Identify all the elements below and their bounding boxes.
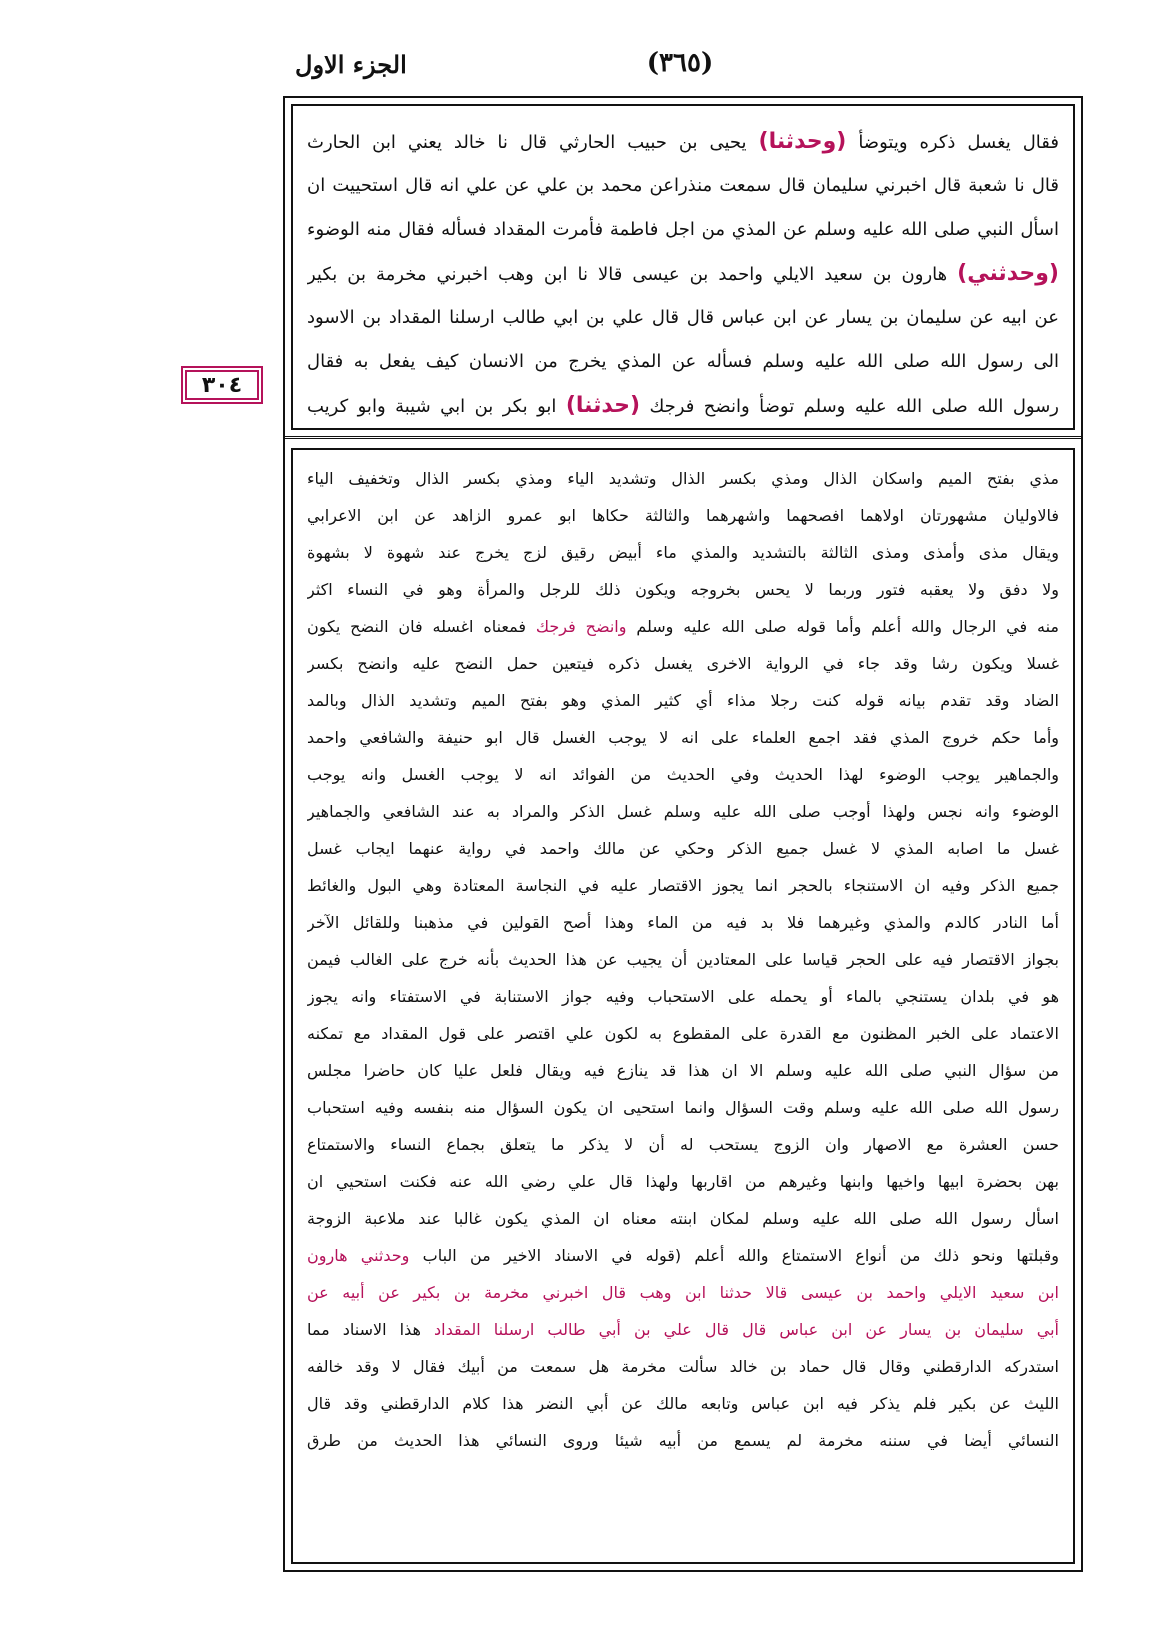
- commentary-line: [307, 534, 1059, 571]
- hadith-line: [307, 208, 1059, 252]
- highlighted-text: (وحدثني): [957, 261, 1059, 286]
- hadith-line: [307, 384, 1059, 428]
- highlighted-text: ابن سعيد الايلي واحمد بن عيسى قالا حدثنا ابن وهب قال اخبرني مخرمة بن بكير عن أبيه عن: [307, 1283, 1059, 1302]
- commentary-line: [307, 719, 1059, 756]
- hadith-number-badge: ٣٠٤: [185, 370, 259, 400]
- commentary-line: [307, 904, 1059, 941]
- commentary-line: [307, 460, 1059, 497]
- hadith-line: [307, 164, 1059, 208]
- text-segment: فقال يغسل ذكره ويتوضأ: [846, 132, 1059, 153]
- hadith-text-box: [291, 104, 1075, 430]
- text-segment: يحيى بن حبيب الحارثي قال نا خالد يعني ابن الحارث: [307, 132, 759, 153]
- text-segment: غسل ما اصابه المذي لا غسل جميع الذكر وحكي عن مالك واحمد في رواية عنهما ايجاب غسل: [307, 839, 1059, 858]
- text-segment: فالاوليان مشهورتان اولاهما افصحهما واشهرهما والثالثة حكاها ابو عمرو الزاهد عن ابن الاعرابي: [307, 506, 1059, 525]
- text-segment: رسول الله صلى الله عليه وسلم توضأ وانضح فرجك: [640, 396, 1059, 417]
- commentary-line: [307, 1126, 1059, 1163]
- text-segment: حسن العشرة مع الاصهار وان الزوج يستحب له أن لا يذكر ما يتعلق بجماع النساء والاستمتاع: [307, 1135, 1059, 1154]
- commentary-line: [307, 1311, 1059, 1348]
- text-segment: ابو بكر بن ابي شيبة وابو كريب: [307, 396, 566, 417]
- text-segment: اسأل رسول الله صلى الله عليه وسلم لمكان ابنته معناه ان المذي يكون غالبا عند ملاعبة الزوجة: [307, 1209, 1059, 1228]
- commentary-line: [307, 497, 1059, 534]
- text-segment: من سؤال النبي صلى الله عليه وسلم الا ان هذا قد ينازع فيه ويقال فلعل عليا كان حاضرا مجلس: [307, 1061, 1059, 1080]
- commentary-line: [307, 608, 1059, 645]
- commentary-line: [307, 571, 1059, 608]
- text-segment: الاعتماد على الخبر المظنون مع القدرة على المقطوع به لكون علي اقتصر على قول المقداد مع تمكنه: [307, 1024, 1059, 1043]
- text-segment: وقبلتها ونحو ذلك من أنواع الاستمتاع والله أعلم (قوله في الاسناد الاخير من الباب: [409, 1246, 1059, 1265]
- text-segment: جميع الذكر وفيه ان الاستنجاء بالحجر انما يجوز الاقتصار عليه في النجاسة المعتادة وهي البول والغائط: [307, 876, 1059, 895]
- commentary-lines: [307, 460, 1059, 1459]
- hadith-line: [307, 252, 1059, 296]
- text-segment: اسأل النبي صلى الله عليه وسلم عن المذي من اجل فاطمة فأمرت المقداد فسأله فقال منه الوضوء: [307, 219, 1059, 240]
- text-segment: فمعناه اغسله فان النضح يكون: [307, 617, 536, 636]
- hadith-line: [307, 340, 1059, 384]
- text-segment: قال نا شعبة قال اخبرني سليمان قال سمعت منذراعن محمد بن علي عن علي انه قال استحييت ان: [307, 175, 1059, 196]
- text-segment: أما النادر كالدم والمذي وغيرهما فلا بد فيه من الماء وهذا أصح القولين في مذهبنا وللقائل الآخر: [307, 913, 1059, 932]
- commentary-line: [307, 1237, 1059, 1274]
- text-segment: ويقال مذى وأمذى ومذى الثالثة بالتشديد والمذي ماء أبيض رقيق لزج يخرج عند شهوة لا بشهوة: [307, 543, 1059, 562]
- commentary-line: [307, 1385, 1059, 1422]
- commentary-line: [307, 793, 1059, 830]
- text-segment: والجماهير يوجب الوضوء لهذا الحديث وفي الحديث من الفوائد انه لا يوجب الغسل وانه يوجب: [307, 765, 1059, 784]
- volume-title: الجزء الاول: [295, 50, 407, 79]
- commentary-line: [307, 1089, 1059, 1126]
- page-frame: [283, 96, 1083, 1572]
- commentary-line: [307, 1422, 1059, 1459]
- text-segment: مذي بفتح الميم واسكان الذال ومذي بكسر الذال وتشديد الياء ومذي بكسر الذال وتخفيف الياء: [307, 469, 1059, 488]
- text-segment: هارون بن سعيد الايلي واحمد بن عيسى قالا نا ابن وهب اخبرني مخرمة بن بكير: [307, 264, 958, 285]
- commentary-line: [307, 645, 1059, 682]
- text-segment: هذا الاسناد مما: [307, 1320, 435, 1339]
- text-segment: الى رسول الله صلى الله عليه وسلم فسأله عن المذي يخرج من الانسان كيف يفعل به فقال: [307, 351, 1059, 372]
- commentary-line: [307, 1274, 1059, 1311]
- commentary-line: [307, 1015, 1059, 1052]
- text-segment: رسول الله صلى الله عليه وسلم وقت السؤال وانما استحيى ان يكون السؤال منه بنفسه وفيه استحباب: [307, 1098, 1059, 1117]
- text-segment: الليث عن بكير فلم يذكر فيه ابن عباس وتابعه مالك عن أبي النضر هذا كلام الدارقطني وقد قال: [307, 1394, 1059, 1413]
- commentary-line: [307, 1163, 1059, 1200]
- commentary-line: [307, 1200, 1059, 1237]
- text-segment: الضاد وقد تقدم بيانه قوله كنت رجلا مذاء أي كثير المذي وهو بفتح الميم وتشديد الذال وبالمد: [307, 691, 1059, 710]
- text-segment: عن ابيه عن سليمان بن يسار عن ابن عباس قال قال علي بن ابي طالب ارسلنا المقداد بن الاسود: [307, 307, 1059, 328]
- commentary-line: [307, 682, 1059, 719]
- commentary-line: [307, 1348, 1059, 1385]
- commentary-line: [307, 867, 1059, 904]
- highlighted-text: أبي سليمان بن يسار عن ابن عباس قال قال علي بن أبي طالب ارسلنا المقداد: [434, 1320, 1059, 1339]
- text-segment: بجواز الاقتصار فيه على الحجر قياسا على المعتادين أن يجيب عن هذا الحديث بأنه خرج على الغالب فيمن: [307, 950, 1059, 969]
- highlighted-text: وانضح فرجك: [535, 617, 627, 636]
- text-segment: غسلا ويكون رشا وقد جاء في الرواية الاخرى يغسل ذكره فيتعين حمل النضح عليه وانضح بكسر: [307, 654, 1059, 673]
- commentary-line: [307, 830, 1059, 867]
- highlighted-text: (حدثنا): [565, 393, 641, 418]
- text-segment: وأما حكم خروج المذي فقد اجمع العلماء على انه لا يوجب الغسل قال ابو حنيفة والشافعي واحمد: [307, 728, 1059, 747]
- text-segment: بهن بحضرة ابيها واخيها وابنها وغيرهم من اقاربها ولهذا قال علي رضي الله عنه فكنت استحيي ان: [307, 1172, 1059, 1191]
- text-segment: هو في بلدان يستنجي بالماء أو يحمله على الاستحباب وفيه جواز الاستنابة في الاستفتاء وانه يجوز: [307, 987, 1059, 1006]
- commentary-box: [291, 448, 1075, 1564]
- commentary-line: [307, 978, 1059, 1015]
- page-number: (٣٦٥): [646, 48, 714, 78]
- commentary-line: [307, 1052, 1059, 1089]
- section-divider: [285, 436, 1081, 445]
- commentary-line: [307, 941, 1059, 978]
- hadith-line: [307, 120, 1059, 164]
- highlighted-text: (وحدثنا): [758, 129, 847, 154]
- text-segment: الوضوء وانه نجس ولهذا أوجب صلى الله عليه وسلم غسل الذكر والمراد به عند الشافعي والجماهير: [307, 802, 1059, 821]
- text-segment: استدركه الدارقطني وقال قال حماد بن خالد سألت مخرمة هل سمعت من أبيك فقال لا وقد خالفه: [307, 1357, 1059, 1376]
- text-segment: النسائي أيضا في سننه مخرمة لم يسمع من أبيه شيئا وروى النسائي هذا الحديث من طرق: [307, 1431, 1059, 1450]
- text-segment: ولا دفق ولا يعقبه فتور وربما لا يحس بخروجه ويكون ذلك للرجل والمرأة وهو في النساء اكثر: [307, 580, 1059, 599]
- hadith-text-lines: [307, 120, 1059, 428]
- text-segment: منه في الرجال والله أعلم وأما قوله صلى الله عليه وسلم: [626, 617, 1059, 636]
- highlighted-text: وحدثني هارون: [307, 1246, 410, 1265]
- hadith-line: [307, 296, 1059, 340]
- commentary-line: [307, 756, 1059, 793]
